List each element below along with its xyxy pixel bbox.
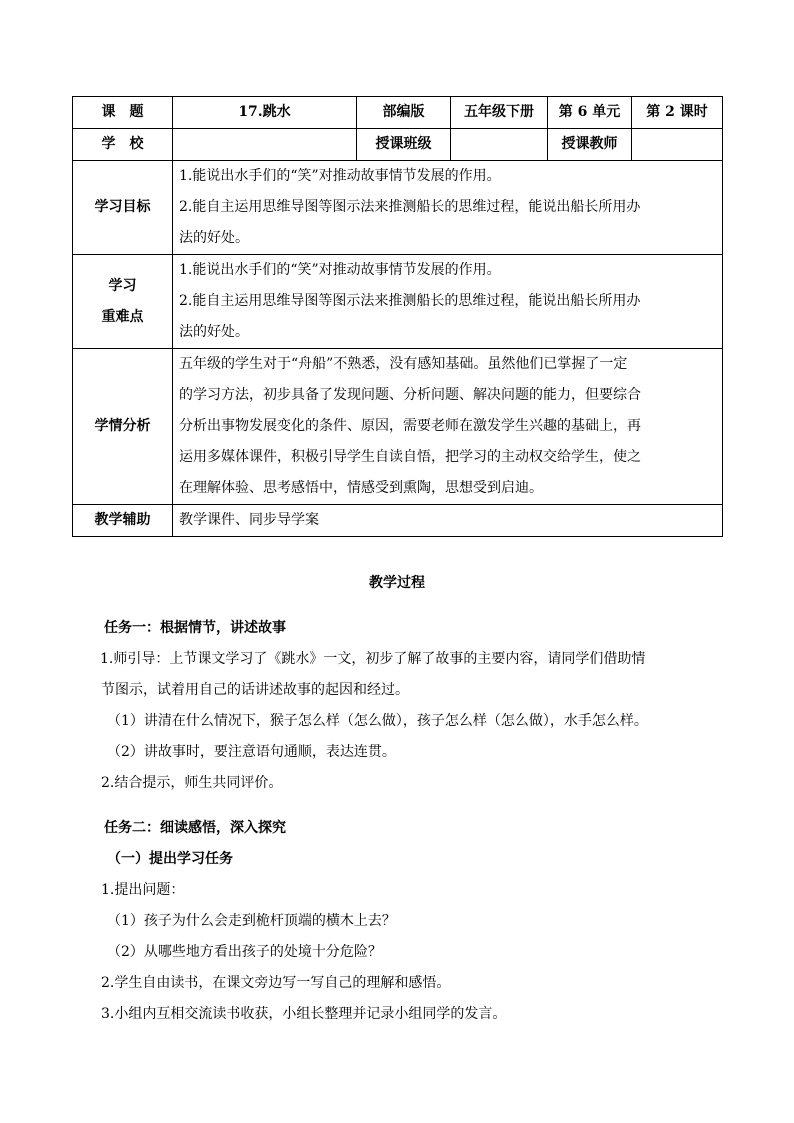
table-row-goals [73, 161, 723, 255]
task1-heading: 任务一：根据情节，讲述故事 [104, 620, 286, 636]
analysis-line: 在理解体验、思考感悟中，情感受到熏陶，思想受到启迪。 [179, 480, 543, 496]
analysis-line: 的学习方法，初步具备了发现问题、分析问题、解决问题的能力，但要综合 [179, 387, 641, 403]
goals-line: 1.能说出水手们的“笑”对推动故事情节发展的作用。 [179, 168, 501, 184]
goals-label: 学习目标 [73, 161, 173, 255]
goals-content [173, 161, 723, 255]
lesson-number: 第 2 课时 [632, 97, 723, 129]
table-row-analysis [73, 349, 723, 505]
analysis-label: 学情分析 [73, 349, 173, 505]
task2-subheading: （一）提出学习任务 [107, 851, 233, 867]
table-row-school [73, 129, 723, 161]
analysis-line: 运用多媒体课件，积极引导学生自读自悟，把学习的主动权交给学生，使之 [179, 449, 641, 465]
table-row-key-points [73, 255, 723, 349]
key-points-label-line2: 重难点 [101, 308, 144, 325]
task2-section [101, 813, 734, 1030]
task2-line: 2.学生自由读书，在课文旁边写一写自己的理解和感悟。 [101, 975, 451, 991]
class-value [451, 129, 548, 161]
task2-heading: 任务二：细读感悟，深入探究 [104, 820, 286, 836]
key-points-line: 2.能自主运用思维导图等图示法来推测船长的思维过程，能说出船长所用办 [179, 293, 641, 309]
aids-label: 教学辅助 [73, 505, 173, 537]
topic-label: 课 题 [73, 97, 173, 129]
process-title: 教学过程 [369, 575, 425, 591]
goals-line: 2.能自主运用思维导图等图示法来推测船长的思维过程，能说出船长所用办 [179, 199, 641, 215]
task2-line: 3.小组内互相交流读书收获，小组长整理并记录小组同学的发言。 [101, 1006, 507, 1022]
task1-section [100, 613, 734, 799]
analysis-line: 五年级的学生对于“舟船”不熟悉，没有感知基础。虽然他们已掌握了一定 [179, 356, 628, 372]
school-value [173, 129, 357, 161]
lesson-info-table [72, 96, 723, 537]
aids-value: 教学课件、同步导学案 [173, 505, 723, 537]
teacher-label: 授课教师 [548, 129, 632, 161]
key-points-line: 1.能说出水手们的“笑”对推动故事情节发展的作用。 [179, 262, 501, 278]
task1-line: （1）讲清在什么情况下，猴子怎么样（怎么做），孩子怎么样（怎么做），水手怎么样。 [107, 713, 648, 729]
key-points-line: 法的好处。 [179, 324, 249, 340]
analysis-line: 分析出事物发展变化的条件、原因，需要老师在激发学生兴趣的基础上，再 [179, 418, 641, 434]
key-points-content [173, 255, 723, 349]
task2-line: （2）从哪些地方看出孩子的处境十分危险？ [107, 944, 382, 960]
task1-line: （2）讲故事时，要注意语句通顺，表达连贯。 [107, 744, 396, 760]
table-row-aids [73, 505, 723, 537]
task2-line: 1.提出问题： [101, 882, 185, 898]
goals-line: 法的好处。 [179, 230, 249, 246]
table-row-topic [73, 97, 723, 129]
analysis-content [173, 349, 723, 505]
task1-line: 1.师引导：上节课文学习了《跳水》一文，初步了解了故事的主要内容，请同学们借助情 [100, 651, 646, 667]
topic-value: 17.跳水 [173, 97, 357, 129]
teacher-value [632, 129, 723, 161]
grade: 五年级下册 [451, 97, 548, 129]
key-points-label-line1: 学习 [108, 277, 137, 294]
edition: 部编版 [357, 97, 451, 129]
task1-line: 2.结合提示，师生共同评价。 [101, 775, 283, 791]
task2-line: （1）孩子为什么会走到桅杆顶端的横木上去？ [107, 913, 396, 929]
class-label: 授课班级 [357, 129, 451, 161]
school-label: 学 校 [73, 129, 173, 161]
task1-line: 节图示，试着用自己的话讲述故事的起因和经过。 [101, 682, 409, 698]
unit: 第 6 单元 [548, 97, 632, 129]
key-points-label [73, 255, 173, 349]
